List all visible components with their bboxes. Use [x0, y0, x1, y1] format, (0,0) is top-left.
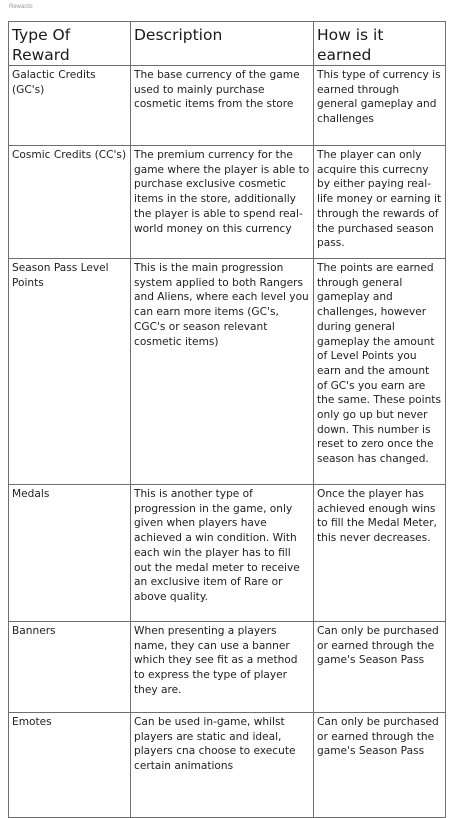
table-header-row [9, 22, 446, 66]
cell-reward-type: Banners [9, 622, 131, 713]
cell-how-earned: Once the player has achieved enough wins to fill the Medal Meter, this never decreases. [314, 485, 446, 622]
cell-reward-type: Cosmic Credits (CC's) [9, 146, 131, 259]
table-row [9, 259, 446, 485]
table-row [9, 622, 446, 713]
cell-description: When presenting a players name, they can use a banner which they see fit as a method to express the type of player they are. [131, 622, 314, 713]
table-row [9, 713, 446, 818]
cell-how-earned: The player can only acquire this currecny by either paying real-life money or earning it through the rewards of the purchased season pass. [314, 146, 446, 259]
cell-reward-type: Season Pass Level Points [9, 259, 131, 485]
cell-reward-type: Galactic Credits (GC's) [9, 66, 131, 146]
cell-how-earned: This type of currency is earned through general gameplay and challenges [314, 66, 446, 146]
cell-how-earned: The points are earned through general gameplay and challenges, however during general gameplay the amount of Level Points you earn and the amount of GC's you earn are the same. These points only go up but never down. This number is reset to zero once the season has changed. [314, 259, 446, 485]
cell-how-earned: Can only be purchased or earned through the game's Season Pass [314, 713, 446, 818]
cell-description: The premium currency for the game where the player is able to purchase exclusive cosmetic items in the store, additionally the player is able to spend real-world money on this currency [131, 146, 314, 259]
cell-description: Can be used in-game, whilst players are static and ideal, players cna choose to execute certain animations [131, 713, 314, 818]
table-row [9, 146, 446, 259]
table-caption: Rewards [9, 4, 33, 10]
header-description: Description [131, 22, 314, 66]
cell-how-earned: Can only be purchased or earned through the game's Season Pass [314, 622, 446, 713]
cell-description: This is another type of progression in the game, only given when players have achieved a win condition. With each win the player has to fill out the medal meter to receive an exclusive item of Rare or above quality. [131, 485, 314, 622]
cell-description: The base currency of the game used to mainly purchase cosmetic items from the store [131, 66, 314, 146]
cell-reward-type: Medals [9, 485, 131, 622]
cell-description: This is the main progression system applied to both Rangers and Aliens, where each level you can earn more items (GC's, CGC's or season relevant cosmetic items) [131, 259, 314, 485]
table-row [9, 485, 446, 622]
header-how-earned: How is it earned [314, 22, 446, 66]
cell-reward-type: Emotes [9, 713, 131, 818]
rewards-table [8, 21, 446, 818]
table-row [9, 66, 446, 146]
header-type-of-reward: Type Of Reward [9, 22, 131, 66]
